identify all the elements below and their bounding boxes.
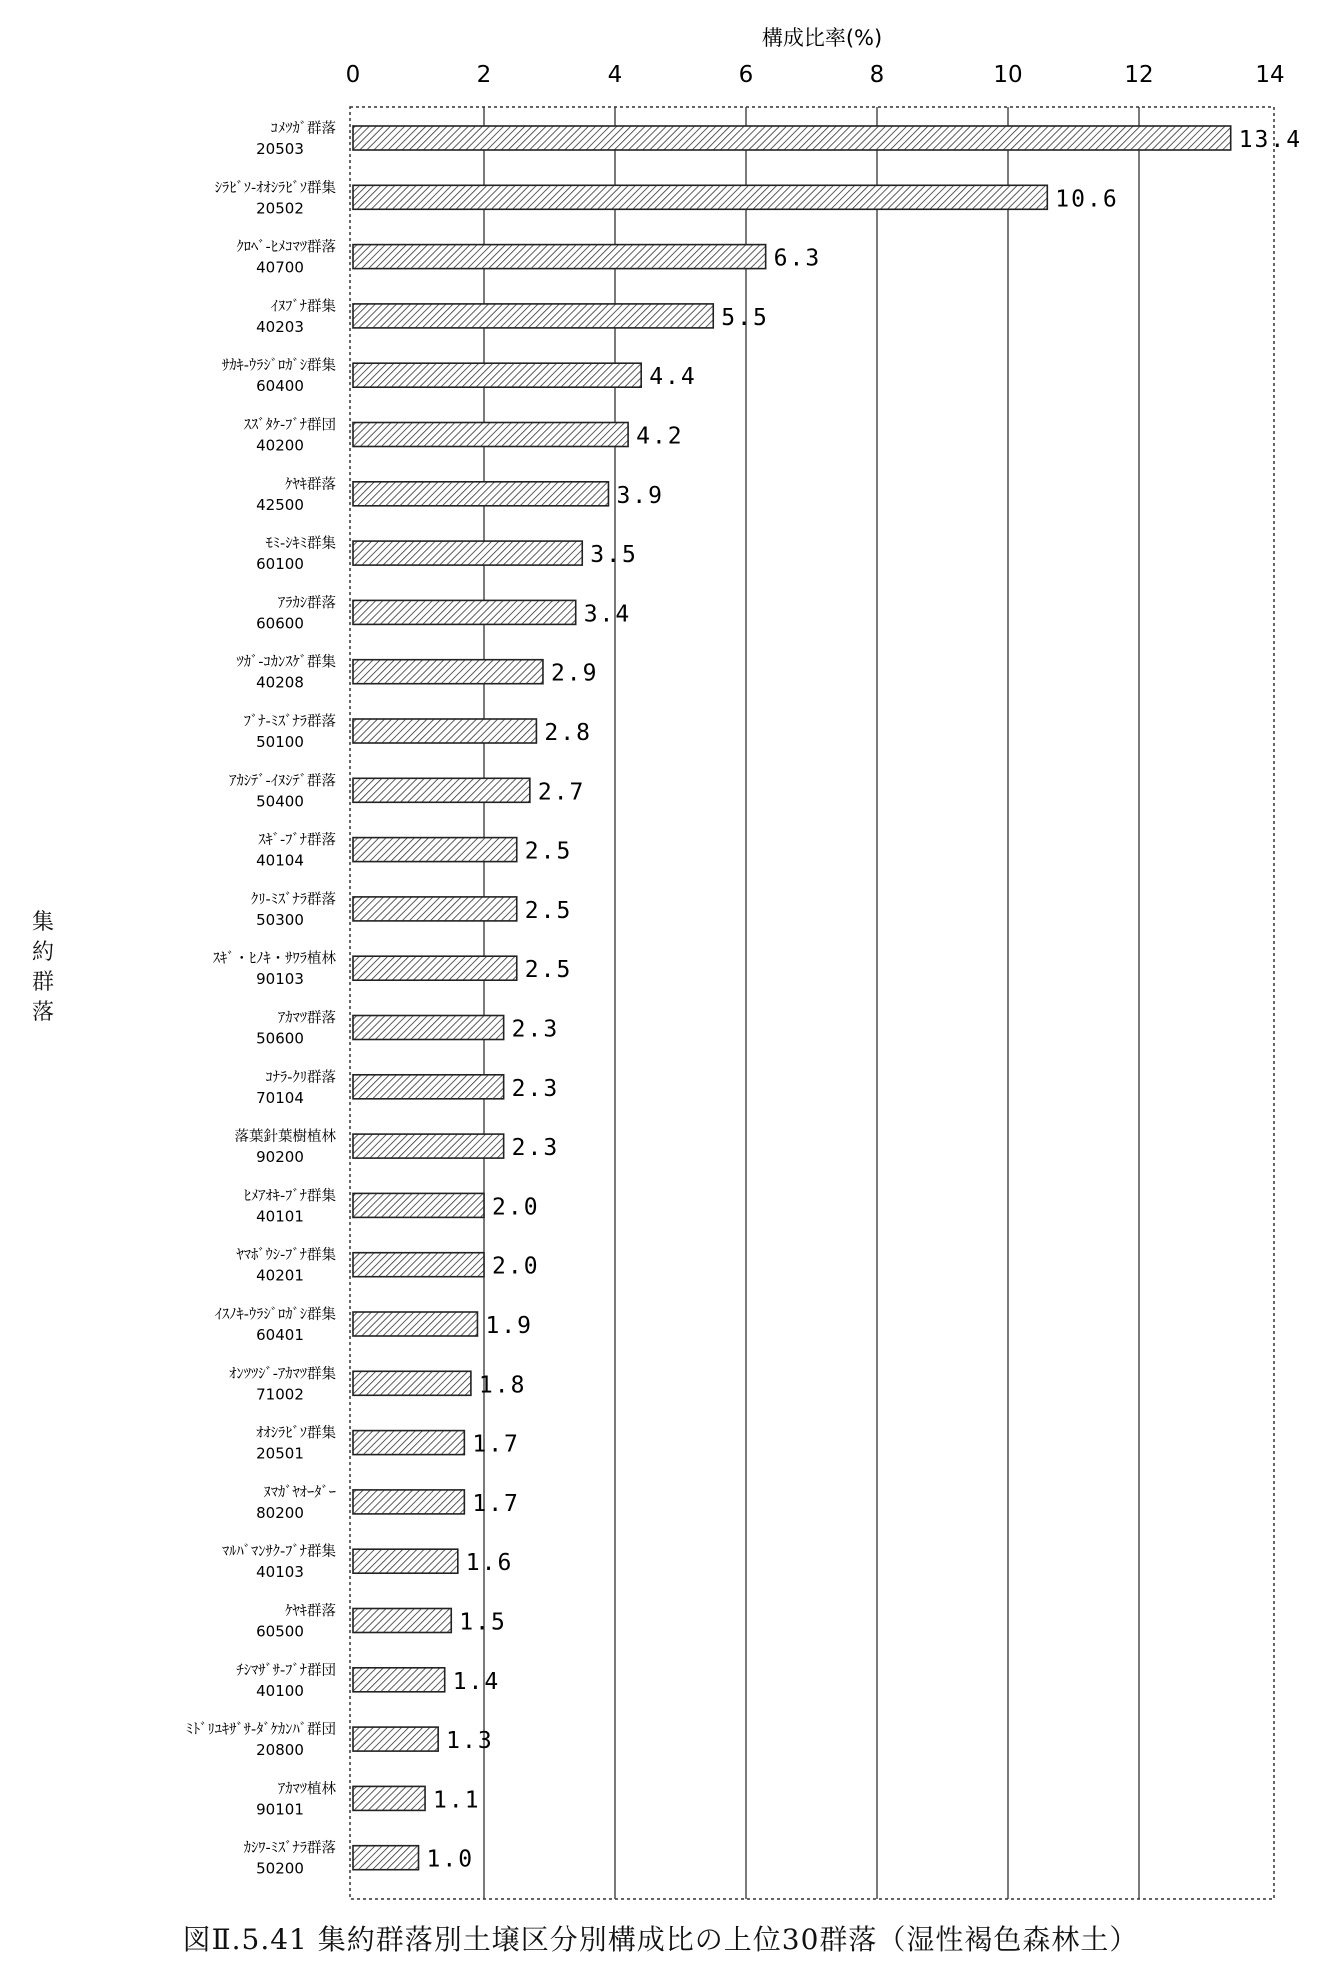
bar <box>353 423 628 447</box>
bar-value-label: 4.4 <box>649 364 697 391</box>
category-code-label: 60600 <box>256 614 304 633</box>
figure-caption: 図Ⅱ.5.41 集約群落別土壌区分別構成比の上位30群落（湿性褐色森林土） <box>182 1923 1139 1956</box>
bar <box>353 185 1047 209</box>
bar <box>353 363 641 387</box>
category-label: ｺﾅﾗ-ｸﾘ群落 <box>265 1069 336 1086</box>
bar <box>353 600 576 624</box>
category-label: ｲﾇﾌﾞﾅ群集 <box>270 298 336 315</box>
category-label: ｽｷﾞ・ﾋﾉｷ・ｻﾜﾗ植林 <box>212 951 336 968</box>
bar-value-label: 2.3 <box>511 1016 560 1043</box>
bar <box>353 1609 451 1633</box>
category-label: ｲｽﾉｷ-ｳﾗｼﾞﾛｶﾞｼ群集 <box>214 1307 336 1323</box>
bar <box>353 482 608 506</box>
category-code-label: 40101 <box>256 1207 304 1226</box>
bar <box>353 660 543 684</box>
bar-value-label: 6.3 <box>773 245 822 272</box>
category-label: ｶｼﾜ-ﾐｽﾞﾅﾗ群落 <box>243 1840 336 1857</box>
bar-value-label: 2.5 <box>524 897 573 924</box>
category-label: ﾔﾏﾎﾞｳｼ-ﾌﾞﾅ群集 <box>236 1247 336 1264</box>
bar <box>353 304 713 328</box>
category-label: ｹﾔｷ群落 <box>285 476 336 493</box>
bar <box>353 245 766 269</box>
category-code-label: 50300 <box>256 910 304 929</box>
category-label: ｽｷﾞ-ﾌﾞﾅ群落 <box>258 832 336 849</box>
bar-value-label: 2.5 <box>524 838 573 865</box>
bar <box>353 838 517 862</box>
bar <box>353 1786 425 1810</box>
category-code-label: 50600 <box>256 1029 304 1048</box>
x-tick-label: 8 <box>869 62 885 88</box>
bar-value-label: 1.8 <box>478 1372 527 1399</box>
category-code-label: 90200 <box>256 1148 304 1167</box>
bar <box>353 1846 419 1870</box>
bar <box>353 1549 458 1573</box>
bar-value-label: 2.7 <box>537 779 586 806</box>
category-label: ｹﾔｷ群落 <box>285 1603 336 1620</box>
bar <box>353 1016 504 1040</box>
category-label: ﾓﾐ-ｼｷﾐ群集 <box>265 536 336 553</box>
bar-value-label: 2.3 <box>511 1075 560 1102</box>
bar <box>353 778 530 802</box>
bar <box>353 1727 438 1751</box>
bar-value-label: 1.0 <box>426 1846 475 1873</box>
bar-value-label: 2.9 <box>550 660 599 687</box>
bar <box>353 1371 471 1395</box>
bar <box>353 1075 504 1099</box>
category-code-label: 80200 <box>256 1503 304 1522</box>
category-code-label: 40100 <box>256 1681 304 1700</box>
category-label: ｻｶｷ-ｳﾗｼﾞﾛｶﾞｼ群集 <box>222 358 336 375</box>
category-code-label: 60500 <box>256 1622 304 1641</box>
category-label: ﾂｶﾞ-ｺｶﾝｽｹﾞ群集 <box>236 654 336 671</box>
category-label: ｺﾒﾂｶﾞ群落 <box>270 121 336 137</box>
x-tick-label: 2 <box>476 62 492 88</box>
x-tick-label: 12 <box>1124 62 1154 88</box>
category-code-label: 20501 <box>256 1444 304 1463</box>
bar <box>353 1312 477 1336</box>
bar <box>353 1134 504 1158</box>
bar <box>353 897 517 921</box>
category-code-label: 60100 <box>256 555 304 574</box>
bar-value-label: 13.4 <box>1238 127 1303 153</box>
category-code-label: 60400 <box>256 377 304 396</box>
category-label: 落葉針葉樹植林 <box>234 1129 336 1146</box>
category-label: ｽｽﾞﾀｹ-ﾌﾞﾅ群団 <box>243 417 336 434</box>
bar <box>353 1490 464 1514</box>
category-label: ﾏﾙﾊﾞﾏﾝｻｸ-ﾌﾞﾅ群集 <box>222 1544 336 1561</box>
category-code-label: 40104 <box>256 851 304 870</box>
category-code-label: 50200 <box>256 1859 304 1878</box>
bar-value-label: 1.1 <box>433 1787 481 1814</box>
bar-value-label: 2.8 <box>544 720 592 746</box>
category-label: ｱﾗｶｼ群落 <box>278 595 336 612</box>
bar-value-label: 5.5 <box>721 304 769 331</box>
category-label: ｱｶｼﾃﾞ-ｲﾇｼﾃﾞ群落 <box>229 773 336 790</box>
category-code-label: 40201 <box>256 1266 304 1285</box>
category-code-label: 70104 <box>256 1088 304 1107</box>
category-code-label: 20502 <box>256 199 304 218</box>
x-tick-label: 14 <box>1255 62 1285 88</box>
bar <box>353 1253 484 1277</box>
category-label: ｱｶﾏﾂ植林 <box>278 1781 336 1798</box>
bar-value-label: 2.0 <box>492 1194 540 1221</box>
bar-value-label: 2.0 <box>492 1253 540 1280</box>
category-label: ﾁｼﾏｻﾞｻ-ﾌﾞﾅ群団 <box>236 1662 336 1679</box>
x-tick-label: 10 <box>993 62 1023 88</box>
bar <box>353 1193 484 1217</box>
x-axis-title: 構成比率(%) <box>761 26 883 50</box>
category-label: ﾇﾏｶﾞﾔｵｰﾀﾞｰ <box>263 1484 336 1501</box>
bar-value-label: 3.5 <box>590 542 638 569</box>
bar-value-label: 1.7 <box>472 1431 520 1458</box>
bar-value-label: 1.5 <box>459 1609 507 1636</box>
category-label: ﾌﾞﾅ-ﾐｽﾞﾅﾗ群落 <box>243 714 336 730</box>
y-axis-title: 集約群落 <box>31 910 54 1025</box>
category-label: ｱｶﾏﾂ群落 <box>278 1010 336 1027</box>
bar-value-label: 1.6 <box>465 1550 514 1577</box>
category-code-label: 50400 <box>256 792 304 811</box>
bar <box>353 541 582 565</box>
category-code-label: 40203 <box>256 317 304 336</box>
category-code-label: 40200 <box>256 436 304 455</box>
bar-value-label: 3.4 <box>583 601 632 628</box>
category-code-label: 90101 <box>256 1800 304 1819</box>
bar-value-label: 2.3 <box>511 1135 560 1162</box>
bar <box>353 719 536 743</box>
category-label: ｵﾝﾂﾂｼﾞ-ｱｶﾏﾂ群集 <box>229 1366 336 1383</box>
bar-value-label: 1.9 <box>485 1313 533 1339</box>
category-code-label: 20503 <box>256 140 304 158</box>
category-code-label: 60401 <box>256 1326 304 1344</box>
bar-value-label: 1.7 <box>472 1490 520 1517</box>
category-code-label: 50100 <box>256 733 304 751</box>
category-code-label: 90103 <box>256 970 304 989</box>
bar <box>353 126 1231 150</box>
bar <box>353 956 517 980</box>
bar-value-label: 1.4 <box>452 1668 501 1695</box>
category-code-label: 20800 <box>256 1741 304 1760</box>
bar-value-label: 1.3 <box>446 1728 494 1755</box>
bar-value-label: 4.2 <box>636 423 684 450</box>
bar <box>353 1431 464 1455</box>
category-code-label: 40208 <box>256 673 304 692</box>
bar-value-label: 2.5 <box>524 957 573 984</box>
category-label: ﾐﾄﾞﾘﾕｷｻﾞｻ-ﾀﾞｹｶﾝﾊﾞ群団 <box>185 1722 336 1739</box>
category-code-label: 40700 <box>256 258 304 277</box>
category-code-label: 71002 <box>256 1385 304 1404</box>
category-label: ｼﾗﾋﾞｿ-ｵｵｼﾗﾋﾞｿ群集 <box>214 180 336 197</box>
bar <box>353 1668 445 1692</box>
x-tick-label: 0 <box>345 62 361 88</box>
category-code-label: 40103 <box>256 1563 304 1582</box>
x-tick-label: 4 <box>607 62 623 88</box>
category-label: ﾋﾒｱｵｷ-ﾌﾞﾅ群集 <box>243 1188 336 1205</box>
category-label: ｵｵｼﾗﾋﾞｿ群集 <box>256 1425 336 1442</box>
category-code-label: 42500 <box>256 495 304 514</box>
x-tick-label: 6 <box>738 62 754 88</box>
bar-value-label: 10.6 <box>1055 186 1119 213</box>
category-label: ｸﾛﾍﾞ-ﾋﾒｺﾏﾂ群落 <box>236 239 336 256</box>
category-label: ｸﾘ-ﾐｽﾞﾅﾗ群落 <box>251 891 336 908</box>
bar-value-label: 3.9 <box>616 482 664 509</box>
